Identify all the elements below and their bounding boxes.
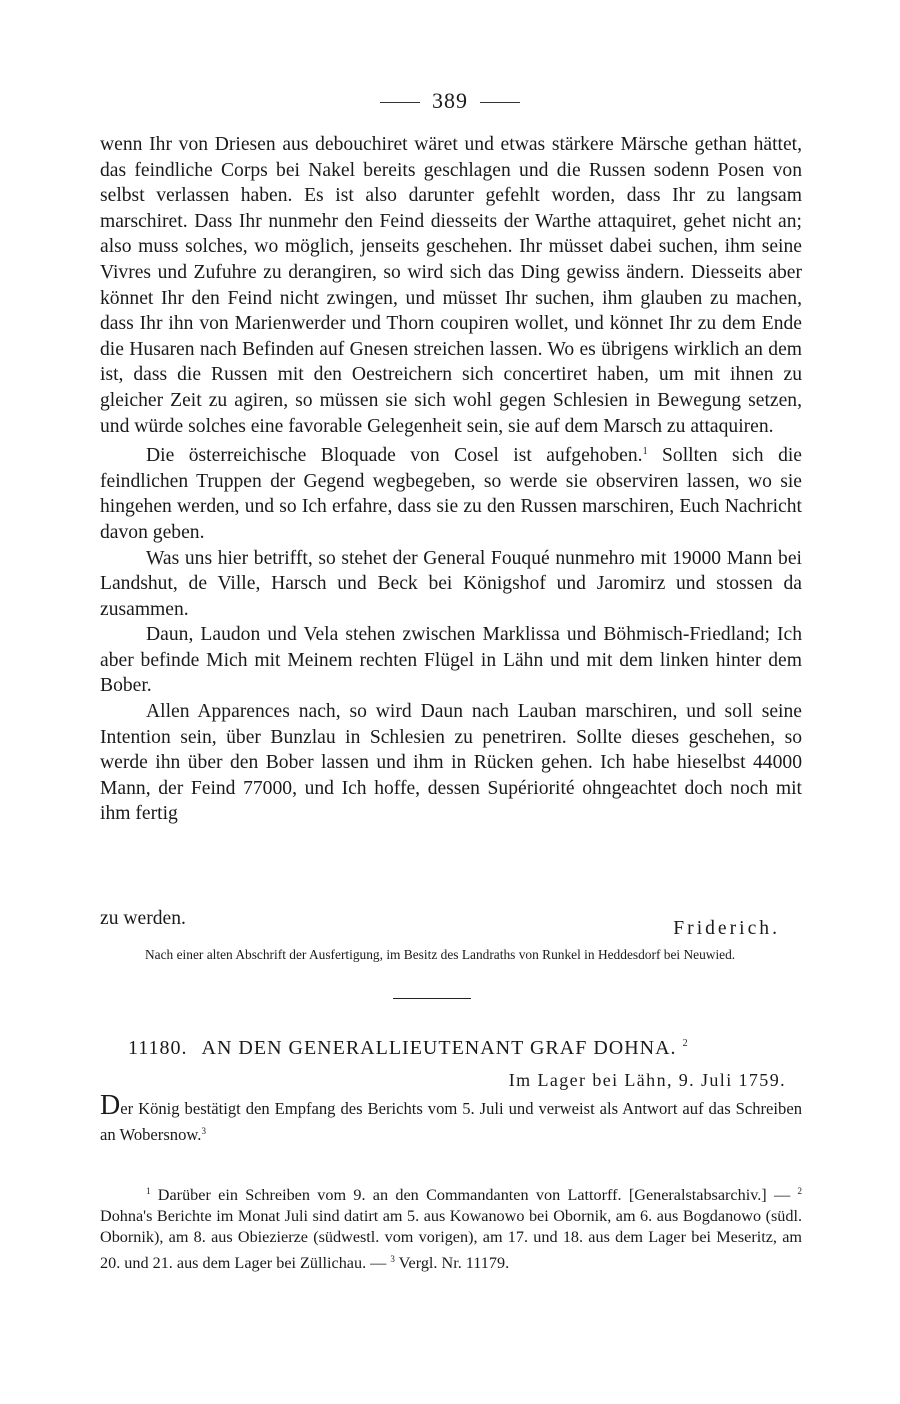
footnote-ref-2: 2 — [682, 1038, 689, 1049]
letter-summary — [100, 1090, 802, 1146]
place-date: Im Lager bei Lähn, 9. Juli 1759. — [508, 1070, 786, 1090]
section-divider — [393, 998, 471, 999]
paragraph-2-text: Die österreichische Bloquade von Cosel ist aufgehoben. — [146, 445, 643, 467]
footnote-3: Vergl. Nr. 11179. — [394, 1253, 510, 1272]
footnote-ref-3: 3 — [201, 1126, 206, 1136]
footnote-1: Darüber ein Schreiben vom 9. an den Commandanten von Lattorff. [Generalstabsarchiv.] — — [150, 1186, 798, 1204]
footnote-2: Dohna's Berichte im Monat Juli sind datirt am 5. aus Kowanowo bei Obornik, am 6. aus Bogdanowo (südl. Obornik), am 8. aus Obiezierze (südwestl. vom vorigen), am 17. und 18. aus dem Lager bei Meseritz, am 20. und 21. aus dem Lager bei Züllichau. — — [100, 1207, 802, 1272]
paragraph-2-rest: Sollten sich die feindlichen Truppen der Gegend wegbegeben, so werde sie observiren lassen, wo sie hingehen werden, und so Ich erfahre, dass sie zu den Russen marschiren, Euch Nachricht davon geben. — [100, 445, 803, 543]
header-rule-left — [380, 102, 420, 103]
summary-initial: D — [100, 1090, 121, 1121]
paragraph-1: wenn Ihr von Driesen aus debouchiret wäret und etwas stärkere Märsche gethan hättet, das feindliche Corps bei Nakel bereits geschlagen und die Russen sodenn Posen von selbst verlassen haben. Es ist also darunter gefehlt worden, dass Ihr zu langsam marschiret. Dass Ihr nunmehr den Feind diesseits der Warthe attaquiret, gehet nicht an; also muss solches, wo möglich, jenseits geschehen. Ihr müsset dabei suchen, ihm seine Vivres und Zufuhre zu derangiren, so wird sich das Ding gewiss ändern. Diesseits aber könnet Ihr den Feind nicht zwingen, und müsset Ihr suchen, ihm glauben zu machen, dass Ihr ihn von Marienwerder und Thorn coupiren wollet, und könnet Ihr zu dem Ende die Husaren nach Befinden auf Gnesen streichen lassen. Wo es übrigens wirklich an dem ist, dass die Russen mit den Oestreichern sich concertiret haben, um mit ihnen zu gleicher Zeit zu agiren, so müssen sie sich wohl gegen Schlesien in Bewegung setzen, und würde solches eine favorable Gelegenheit sein, sie auf dem Marsch zu attaquiren. — [100, 134, 802, 437]
summary-text: er König bestätigt den Empfang des Berichts vom 5. Juli und verweist als Antwort auf das Schreiben an Wobersnow. — [100, 1099, 802, 1144]
source-note: Nach einer alten Abschrift der Ausfertigung, im Besitz des Landraths von Runkel in Heddesdorf bei Neuwied. — [145, 947, 736, 962]
footnote-mark-3: 3 — [390, 1253, 395, 1264]
letter-title: AN DEN GENERALLIEUTENANT GRAF DOHNA. — [201, 1037, 677, 1059]
paragraph-2 — [100, 439, 802, 545]
paragraph-5: Allen Apparences nach, so wird Daun nach Lauban marschiren, und soll seine Intention sein, über Bunzlau in Schlesien zu penetriren. Sollte dieses geschehen, so werde ihn über den Bober lassen und ihm in Rücken gehen. Ich habe hieselbst 44000 Mann, der Feind 77000, und Ich hoffe, dessen Supériorité ohngeachtet doch noch mit ihm fertig — [100, 701, 802, 825]
letter-body — [100, 132, 802, 827]
paragraph-3: Was uns hier betrifft, so stehet der General Fouqué nunmehro mit 19000 Mann bei Landshut, de Ville, Harsch und Beck bei Königshof und Jaromirz und stossen da zusammen. — [100, 547, 802, 620]
page-number: 389 — [432, 88, 468, 113]
footnote-ref-1: 1 — [642, 446, 648, 458]
page-header — [0, 88, 900, 114]
paragraph-5-end: zu werden. — [100, 908, 186, 929]
footnote-mark-1: 1 — [146, 1186, 151, 1196]
signature: Friderich. — [673, 918, 780, 939]
paragraph-4: Daun, Laudon und Vela stehen zwischen Marklissa und Böhmisch-Friedland; Ich aber befinde Mich mit Meinem rechten Flügel in Lähn und mit dem linken hinter dem Bober. — [100, 624, 802, 697]
footnotes — [100, 1181, 802, 1274]
letter-number: 11180. — [128, 1037, 188, 1059]
footnote-mark-2: 2 — [797, 1186, 802, 1196]
letter-heading — [128, 1037, 808, 1060]
header-rule-right — [480, 102, 520, 103]
